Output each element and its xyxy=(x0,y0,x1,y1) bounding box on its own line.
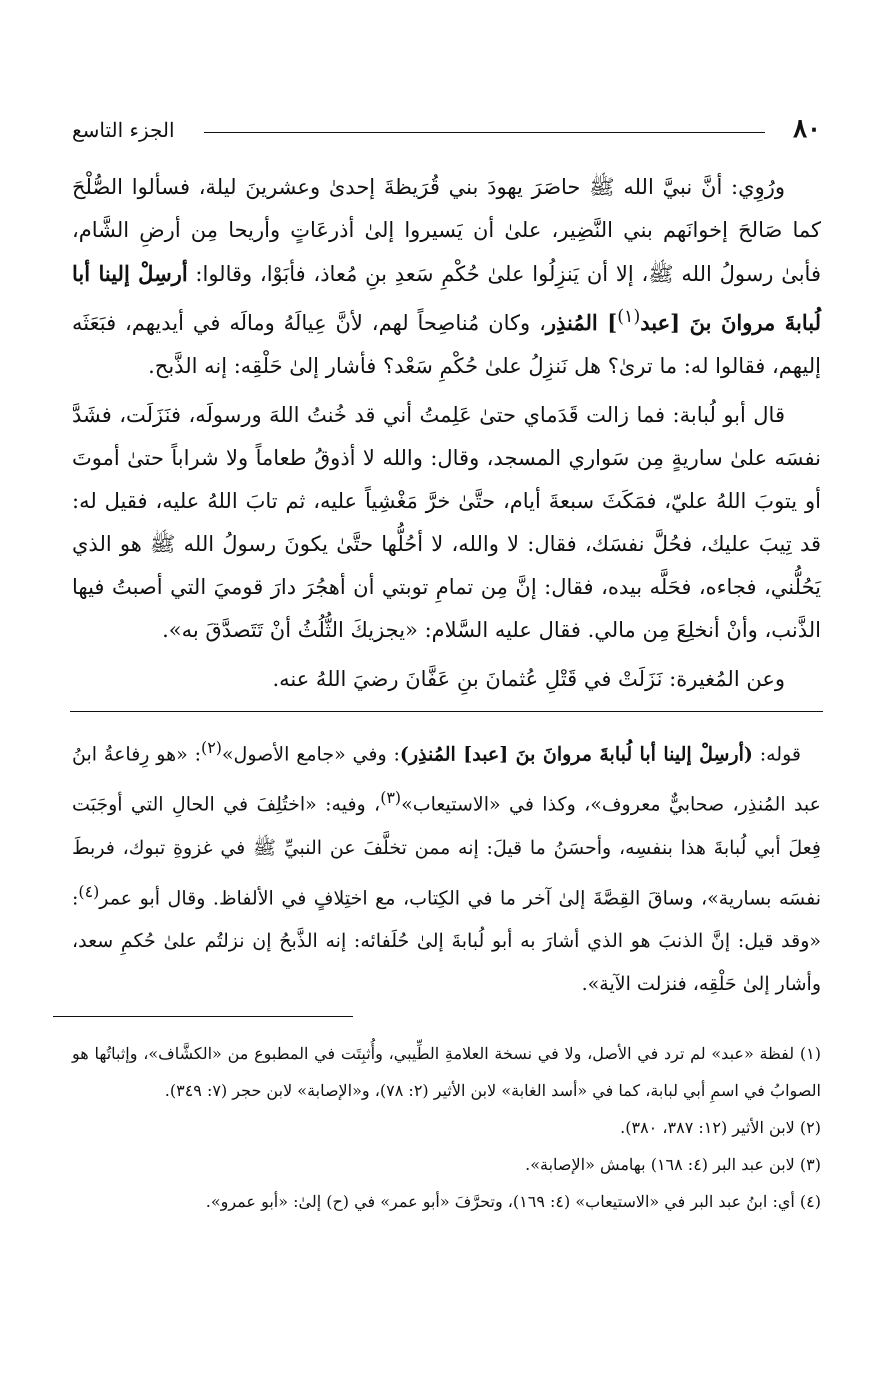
footnote-text: لابن الأثير (١٢: ٣٨٧، ٣٨٠). xyxy=(620,1117,795,1137)
commentary-paragraph xyxy=(72,726,821,1006)
page-number: ٨٠ xyxy=(793,114,821,144)
main-divider xyxy=(70,711,823,712)
footnote-number: (٢) xyxy=(799,1117,821,1137)
main-paragraph-2: قال أبو لُبابة: فما زالت قَدَماي حتىٰ عَلِمتُ أني قد خُنتُ اللهَ ورسولَه، فنَزَلَت، فشَدَّ نفسَه علىٰ ساريةٍ مِن سَواري المسجد، وقال: والله لا أذوقُ طعاماً ولا شراباً حتىٰ أموتَ أو يتوبَ اللهُ عليّ، فمَكَثَ سبعةَ أيام، حتَّىٰ خرَّ مَغْشِياً عليه، ثم تابَ اللهُ عليه، فقيل له: قد تِيبَ عليك، فحُلَّ نفسَك، فقال: لا والله، لا أحُلُّها حتَّىٰ يكونَ رسولُ الله ﷺ هو الذي يَحُلُّني، فجاءه، فحَلَّه بيده، فقال: إنَّ مِن تمامِ توبتي أن أهجُرَ دارَ قوميَ التي أصبتُ فيها الذَّنب، وأنْ أنخلِعَ مِن مالي. فقال عليه السَّلام: «يجزيكَ الثُّلُثُ أنْ تَتَصدَّقَ به». xyxy=(72,403,821,642)
footnote-number: (٣) xyxy=(799,1154,821,1174)
footnote-ref-2[interactable]: (٢) xyxy=(201,738,222,757)
footnote-text: أي: ابنُ عبد البر في «الاستيعاب» (٤: ١٦٩)، وتحرَّفَ «أبو عمر» في (ح) إلىٰ: «أبو عمرو». xyxy=(205,1191,795,1211)
footnote-3 xyxy=(72,1146,821,1183)
p1-rest: ، وكان مُناصِحاً لهم، لأنَّ عِيالَهُ ومالَه في أيديهم، فبَعَثَه إليهم، فقالوا له: ما ترىٰ؟ هل نَنزِلُ علىٰ حُكْمِ سَعْد؟ فأشار إلىٰ حَلْقِه: إنه الذَّبح. xyxy=(72,311,821,378)
book-page xyxy=(72,108,821,1220)
main-text xyxy=(72,166,821,701)
p1-lead: ورُوِي: أنَّ نبيَّ الله ﷺ حاصَرَ يهودَ بني قُرَيظةَ إحدىٰ وعشرينَ ليلة، فسألوا الصُّلْحَ كما صَالحَ إخوانَهم بني النَّضِير، علىٰ أن يَسيروا إلىٰ أذرعَاتٍ وأريحا مِن أرضِ الشَّام، فأبىٰ رسولُ الله ﷺ، إلا أن يَنزِلُوا علىٰ حُكْمِ سَعدِ بنِ مُعاذ، فأبَوْا، وقالوا: xyxy=(72,175,821,286)
commentary-part-4: : «وقد قيل: إنَّ الذنبَ هو الذي أشارَ به أبو لُبابةَ إلىٰ حُلَفائه: إنه الذَّبحُ إن نزلتُم علىٰ حُكمِ سعد، وأشار إلىٰ حَلْقِه، فنزلت الآية». xyxy=(72,886,821,995)
commentary-quote: (أرسِلْ إلينا أبا لُبابةَ مروانَ بنَ [عبد] المُنذِر) xyxy=(399,743,753,766)
footnote-2 xyxy=(72,1109,821,1146)
footnote-number: (١) xyxy=(799,1043,821,1063)
main-paragraph-3: وعن المُغيرة: نَزَلَتْ في قَتْلِ عُثمانَ بنِ عَفَّانَ رضيَ اللهُ عنه. xyxy=(272,667,785,691)
footnotes xyxy=(72,1035,821,1220)
p1-quote-end: ] المُنذِر xyxy=(545,310,618,335)
commentary-part-1: : وفي «جامع الأصول» xyxy=(221,743,400,766)
footnote-1 xyxy=(72,1035,821,1109)
main-paragraph-1 xyxy=(72,166,821,388)
chapter-title: الجزء التاسع xyxy=(72,118,175,142)
footnote-ref-3[interactable]: (٣) xyxy=(380,788,402,808)
header-rule xyxy=(204,132,765,133)
commentary-part-2: : «هو رِفاعةُ ابنُ عبد المُنذِر، صحابيٌّ معروف»، وكذا في «الاستيعاب» xyxy=(72,743,821,816)
footnote-text: لفظة «عبد» لم ترد في الأصل، ولا في نسخة العلامةِ الطِّيبي، وأُثبِتَت في المطبوع من «الكشَّاف»، وإثباتُها هو الصوابُ في اسمِ أبي لبابة، كما في «أسد الغابة» لابن الأثير (٢: ٧٨)، و«الإصابة» لابن حجر (٧: ٣٤٩). xyxy=(72,1043,821,1100)
commentary xyxy=(72,726,821,1006)
footnote-number: (٤) xyxy=(799,1191,821,1211)
footnote-ref-1[interactable]: (١) xyxy=(617,307,641,327)
footnote-4 xyxy=(72,1183,821,1220)
footnotes-divider xyxy=(53,1016,353,1017)
commentary-lead: قوله: xyxy=(752,743,801,766)
commentary-part-3: ، وفيه: «اختُلِفَ في الحالِ التي أوجَبَت فِعلَ أبي لُبابةَ هذا بنفسِه، وأحسَنُ ما قيلَ: إنه ممن تخلَّفَ عن النبيِّ ﷺ في غزوةِ تبوك، فربطَ نفسَه بسارية»، وساقَ القِصَّةَ إلىٰ آخر ما في الكِتاب، مع اختِلافٍ في الألفاظ. وقال أبو عمر xyxy=(72,793,821,909)
running-head xyxy=(72,108,821,152)
footnote-ref-4[interactable]: (٤) xyxy=(78,881,100,901)
footnote-text: لابن عبد البر (٤: ١٦٨) بهامش «الإصابة». xyxy=(525,1154,795,1174)
p1-quote: أرسِلْ إلينا أبا لُبابةَ مروانَ بنَ [عبد xyxy=(72,261,822,335)
